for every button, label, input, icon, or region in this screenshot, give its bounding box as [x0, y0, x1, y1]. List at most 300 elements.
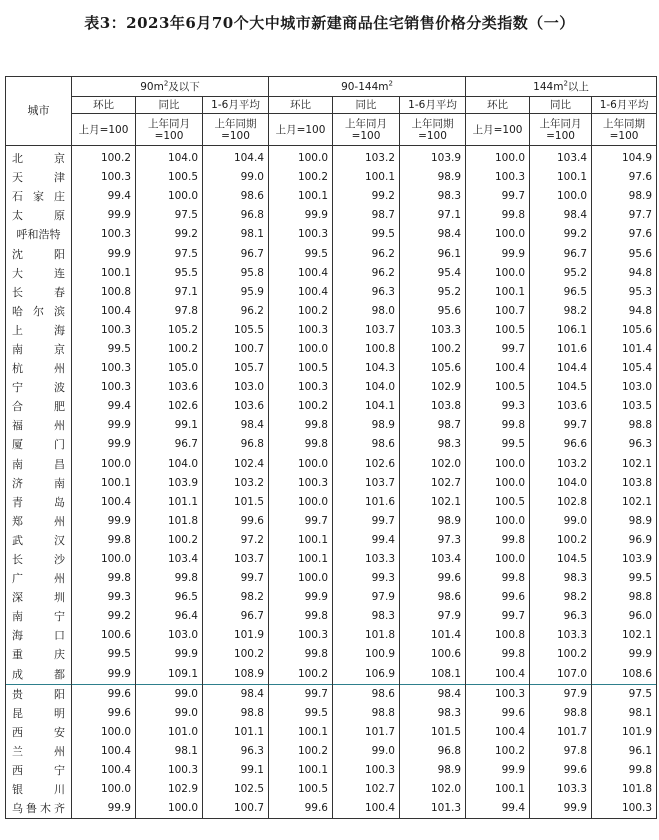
- value-cell: 103.3: [333, 550, 400, 569]
- value-cell: 98.4: [400, 684, 466, 704]
- value-cell: 99.8: [72, 569, 136, 588]
- value-cell: 97.7: [592, 206, 657, 225]
- value-cell: 98.2: [203, 588, 269, 607]
- value-cell: 100.3: [269, 225, 333, 244]
- value-cell: 99.9: [592, 645, 657, 664]
- value-cell: 109.1: [136, 665, 203, 685]
- value-cell: 100.0: [466, 264, 530, 283]
- value-cell: 101.7: [333, 723, 400, 742]
- value-cell: 100.2: [530, 531, 592, 550]
- value-cell: 101.8: [592, 780, 657, 799]
- value-cell: 99.8: [72, 531, 136, 550]
- city-char: 宁: [12, 381, 23, 395]
- value-cell: 102.1: [592, 493, 657, 512]
- value-cell: 95.2: [400, 283, 466, 302]
- value-cell: 96.4: [136, 607, 203, 626]
- city-char: 京: [54, 342, 65, 356]
- city-char: 上: [12, 323, 23, 337]
- value-cell: 100.5: [136, 168, 203, 187]
- value-cell: 99.8: [269, 435, 333, 454]
- city-char: 口: [54, 629, 65, 643]
- value-cell: 99.0: [203, 168, 269, 187]
- value-cell: 96.8: [203, 435, 269, 454]
- value-cell: 95.3: [592, 283, 657, 302]
- value-cell: 100.2: [269, 742, 333, 761]
- city-char: 昌: [54, 457, 65, 471]
- city-char: 原: [54, 209, 65, 223]
- city-char: 沙: [54, 553, 65, 567]
- value-cell: 105.5: [203, 321, 269, 340]
- city-char: 西: [12, 725, 23, 739]
- table-row: [6, 512, 657, 531]
- value-cell: 99.8: [269, 645, 333, 664]
- value-cell: 98.2: [530, 588, 592, 607]
- value-cell: 96.5: [136, 588, 203, 607]
- city-char: 州: [54, 419, 65, 433]
- value-cell: 100.0: [136, 187, 203, 206]
- value-cell: 99.6: [269, 799, 333, 819]
- value-cell: 108.9: [203, 665, 269, 685]
- column-header: 同比: [333, 97, 400, 114]
- value-cell: 100.7: [203, 799, 269, 819]
- value-cell: 99.0: [136, 704, 203, 723]
- value-cell: 100.3: [269, 626, 333, 645]
- value-cell: 103.7: [333, 474, 400, 493]
- value-cell: 100.6: [400, 645, 466, 664]
- value-cell: 102.1: [400, 493, 466, 512]
- city-char: 圳: [54, 591, 65, 605]
- value-cell: 103.6: [136, 378, 203, 397]
- value-cell: 102.8: [530, 493, 592, 512]
- value-cell: 103.6: [530, 397, 592, 416]
- value-cell: 100.2: [269, 665, 333, 685]
- value-cell: 102.9: [400, 378, 466, 397]
- value-cell: 99.7: [333, 512, 400, 531]
- value-cell: 99.4: [72, 397, 136, 416]
- value-cell: 100.8: [333, 340, 400, 359]
- city-cell: [6, 225, 72, 244]
- value-cell: 101.3: [400, 799, 466, 819]
- value-cell: 100.4: [466, 665, 530, 685]
- table-row: [6, 684, 657, 704]
- price-index-table: [5, 76, 657, 819]
- value-cell: 99.9: [72, 435, 136, 454]
- city-char: 川: [54, 783, 65, 797]
- city-char: 庆: [54, 648, 65, 662]
- value-cell: 99.9: [72, 799, 136, 819]
- city-char: 肥: [54, 400, 65, 414]
- value-cell: 99.7: [530, 416, 592, 435]
- value-cell: 100.3: [72, 225, 136, 244]
- value-cell: 99.0: [333, 742, 400, 761]
- value-cell: 96.7: [530, 244, 592, 263]
- value-cell: 97.5: [136, 244, 203, 263]
- city-cell: [6, 550, 72, 569]
- value-cell: 99.2: [530, 225, 592, 244]
- value-cell: 99.5: [466, 435, 530, 454]
- value-cell: 104.0: [136, 146, 203, 169]
- value-cell: 98.0: [333, 302, 400, 321]
- table-row: [6, 607, 657, 626]
- value-cell: 99.5: [592, 569, 657, 588]
- table-row: [6, 645, 657, 664]
- city-cell: [6, 340, 72, 359]
- value-cell: 99.9: [72, 512, 136, 531]
- value-cell: 100.0: [72, 780, 136, 799]
- value-cell: 99.9: [136, 645, 203, 664]
- value-cell: 98.1: [136, 742, 203, 761]
- value-cell: 99.7: [269, 512, 333, 531]
- value-cell: 95.2: [530, 264, 592, 283]
- value-cell: 101.5: [400, 723, 466, 742]
- value-cell: 98.6: [400, 588, 466, 607]
- value-cell: 98.1: [592, 704, 657, 723]
- value-cell: 100.2: [203, 645, 269, 664]
- value-cell: 100.6: [72, 626, 136, 645]
- city-char: 西: [12, 764, 23, 778]
- city-char: 杭: [12, 362, 23, 376]
- table-row: [6, 455, 657, 474]
- value-cell: 97.3: [400, 531, 466, 550]
- value-cell: 98.8: [592, 416, 657, 435]
- value-cell: 100.0: [269, 340, 333, 359]
- base-header: 上年同月=100: [136, 114, 203, 146]
- table-row: [6, 225, 657, 244]
- value-cell: 96.1: [592, 742, 657, 761]
- value-cell: 103.0: [592, 378, 657, 397]
- value-cell: 100.0: [466, 512, 530, 531]
- value-cell: 99.5: [269, 704, 333, 723]
- value-cell: 97.2: [203, 531, 269, 550]
- city-char: 南: [12, 457, 23, 471]
- value-cell: 99.0: [136, 684, 203, 704]
- value-cell: 100.1: [333, 168, 400, 187]
- value-cell: 99.5: [269, 244, 333, 263]
- value-cell: 100.1: [269, 550, 333, 569]
- value-cell: 98.4: [203, 416, 269, 435]
- value-cell: 99.6: [72, 704, 136, 723]
- value-cell: 100.7: [203, 340, 269, 359]
- value-cell: 103.5: [592, 397, 657, 416]
- value-cell: 100.2: [136, 340, 203, 359]
- value-cell: 100.0: [466, 474, 530, 493]
- city-cell: [6, 780, 72, 799]
- city-char: 青: [12, 495, 23, 509]
- column-header: 环比: [269, 97, 333, 114]
- value-cell: 98.2: [530, 302, 592, 321]
- value-cell: 101.5: [203, 493, 269, 512]
- value-cell: 102.9: [136, 780, 203, 799]
- value-cell: 103.9: [400, 146, 466, 169]
- table-row: [6, 665, 657, 685]
- base-header: 上月=100: [466, 114, 530, 146]
- city-char: 连: [54, 266, 65, 280]
- value-cell: 104.0: [530, 474, 592, 493]
- table-row: [6, 264, 657, 283]
- value-cell: 99.9: [72, 206, 136, 225]
- city-cell: [6, 187, 72, 206]
- value-cell: 100.9: [333, 645, 400, 664]
- table-row: [6, 187, 657, 206]
- city-cell: [6, 435, 72, 454]
- value-cell: 99.8: [466, 531, 530, 550]
- column-header: 环比: [72, 97, 136, 114]
- value-cell: 99.7: [203, 569, 269, 588]
- base-header: 上月=100: [72, 114, 136, 146]
- value-cell: 100.0: [269, 455, 333, 474]
- value-cell: 103.4: [136, 550, 203, 569]
- value-cell: 100.1: [530, 168, 592, 187]
- table-row: [6, 588, 657, 607]
- value-cell: 98.3: [400, 704, 466, 723]
- value-cell: 97.6: [592, 225, 657, 244]
- column-header: 1-6月平均: [203, 97, 269, 114]
- value-cell: 99.9: [269, 588, 333, 607]
- value-cell: 100.0: [466, 225, 530, 244]
- value-cell: 100.3: [72, 378, 136, 397]
- table-row: [6, 704, 657, 723]
- value-cell: 98.8: [203, 704, 269, 723]
- value-cell: 103.0: [136, 626, 203, 645]
- value-cell: 100.2: [72, 146, 136, 169]
- value-cell: 100.4: [269, 283, 333, 302]
- value-cell: 99.2: [136, 225, 203, 244]
- city-cell: [6, 684, 72, 704]
- value-cell: 96.8: [400, 742, 466, 761]
- table-row: [6, 723, 657, 742]
- value-cell: 98.4: [203, 684, 269, 704]
- table-row: [6, 340, 657, 359]
- value-cell: 101.0: [136, 723, 203, 742]
- base-header: 上年同月=100: [333, 114, 400, 146]
- city-char: 海: [12, 629, 23, 643]
- value-cell: 99.3: [72, 588, 136, 607]
- table-row: [6, 474, 657, 493]
- value-cell: 100.5: [269, 780, 333, 799]
- column-header: 1-6月平均: [592, 97, 657, 114]
- city-char: 南: [12, 610, 23, 624]
- value-cell: 99.8: [466, 206, 530, 225]
- base-header: 上年同期=100: [203, 114, 269, 146]
- table-row: [6, 321, 657, 340]
- table-row: [6, 761, 657, 780]
- value-cell: 98.3: [400, 435, 466, 454]
- city-char: 庄: [54, 190, 65, 204]
- value-cell: 98.8: [333, 704, 400, 723]
- value-cell: 104.4: [203, 146, 269, 169]
- value-cell: 101.6: [333, 493, 400, 512]
- value-cell: 100.0: [72, 455, 136, 474]
- value-cell: 106.9: [333, 665, 400, 685]
- value-cell: 98.4: [530, 206, 592, 225]
- value-cell: 99.9: [72, 665, 136, 685]
- value-cell: 99.2: [72, 607, 136, 626]
- value-cell: 100.1: [269, 531, 333, 550]
- value-cell: 99.3: [466, 397, 530, 416]
- city-char: 沈: [12, 247, 23, 261]
- city-char: 济: [12, 476, 23, 490]
- value-cell: 100.2: [269, 397, 333, 416]
- city-char: 武: [12, 533, 23, 547]
- value-cell: 96.2: [333, 244, 400, 263]
- value-cell: 98.6: [333, 684, 400, 704]
- city-char: 兰: [12, 744, 23, 758]
- city-char: 南: [54, 476, 65, 490]
- table-row: [6, 359, 657, 378]
- value-cell: 103.7: [203, 550, 269, 569]
- value-cell: 103.3: [400, 321, 466, 340]
- table-row: [6, 283, 657, 302]
- city-char: 津: [54, 171, 65, 185]
- value-cell: 102.1: [592, 626, 657, 645]
- city-cell: [6, 474, 72, 493]
- city-cell: [6, 512, 72, 531]
- value-cell: 100.8: [72, 283, 136, 302]
- value-cell: 103.0: [203, 378, 269, 397]
- value-cell: 103.9: [592, 550, 657, 569]
- value-cell: 98.4: [400, 225, 466, 244]
- value-cell: 100.0: [530, 187, 592, 206]
- city-cell: [6, 531, 72, 550]
- city-char: 广: [12, 572, 23, 586]
- value-cell: 99.8: [136, 569, 203, 588]
- value-cell: 96.3: [530, 607, 592, 626]
- city-char: 春: [54, 285, 65, 299]
- value-cell: 105.6: [592, 321, 657, 340]
- value-cell: 103.2: [203, 474, 269, 493]
- value-cell: 95.8: [203, 264, 269, 283]
- city-cell: [6, 302, 72, 321]
- value-cell: 99.2: [333, 187, 400, 206]
- value-cell: 99.1: [136, 416, 203, 435]
- value-cell: 99.9: [72, 244, 136, 263]
- value-cell: 96.3: [203, 742, 269, 761]
- table-row: [6, 416, 657, 435]
- city-cell: [6, 742, 72, 761]
- value-cell: 100.4: [72, 742, 136, 761]
- value-cell: 100.3: [466, 168, 530, 187]
- value-cell: 100.1: [269, 723, 333, 742]
- city-char: 齐: [54, 802, 65, 816]
- base-header: 上年同月=100: [530, 114, 592, 146]
- table-row: [6, 626, 657, 645]
- value-cell: 101.1: [136, 493, 203, 512]
- value-cell: 100.4: [72, 493, 136, 512]
- city-char: 门: [54, 438, 65, 452]
- value-cell: 97.5: [592, 684, 657, 704]
- value-cell: 107.0: [530, 665, 592, 685]
- value-cell: 100.2: [269, 168, 333, 187]
- value-cell: 98.9: [400, 761, 466, 780]
- value-cell: 97.9: [530, 684, 592, 704]
- city-char: 贵: [12, 687, 23, 701]
- value-cell: 100.5: [466, 493, 530, 512]
- city-char: 宁: [54, 610, 65, 624]
- city-cell: [6, 168, 72, 187]
- value-cell: 102.4: [203, 455, 269, 474]
- city-char: 合: [12, 400, 23, 414]
- table-row: [6, 799, 657, 819]
- city-cell: [6, 146, 72, 169]
- value-cell: 100.2: [400, 340, 466, 359]
- city-char: 鲁: [26, 802, 37, 816]
- value-cell: 104.9: [592, 146, 657, 169]
- value-cell: 100.2: [269, 302, 333, 321]
- value-cell: 100.1: [269, 761, 333, 780]
- city-char: 阳: [54, 247, 65, 261]
- value-cell: 99.4: [72, 187, 136, 206]
- value-cell: 99.6: [72, 684, 136, 704]
- table-row: [6, 550, 657, 569]
- value-cell: 100.3: [72, 321, 136, 340]
- value-cell: 100.2: [466, 742, 530, 761]
- value-cell: 97.8: [530, 742, 592, 761]
- value-cell: 97.8: [136, 302, 203, 321]
- value-cell: 96.2: [203, 302, 269, 321]
- value-cell: 100.3: [72, 168, 136, 187]
- city-char: 汉: [54, 533, 65, 547]
- city-cell: [6, 397, 72, 416]
- city-cell: [6, 645, 72, 664]
- value-cell: 94.8: [592, 302, 657, 321]
- value-cell: 104.1: [333, 397, 400, 416]
- value-cell: 100.3: [592, 799, 657, 819]
- value-cell: 101.9: [203, 626, 269, 645]
- value-cell: 100.1: [466, 780, 530, 799]
- column-header: 1-6月平均: [400, 97, 466, 114]
- value-cell: 101.4: [400, 626, 466, 645]
- value-cell: 96.3: [333, 283, 400, 302]
- city-cell: [6, 416, 72, 435]
- city-cell: [6, 704, 72, 723]
- value-cell: 100.1: [72, 264, 136, 283]
- value-cell: 99.8: [269, 416, 333, 435]
- city-char: 都: [54, 667, 65, 681]
- value-cell: 95.9: [203, 283, 269, 302]
- column-header: 同比: [136, 97, 203, 114]
- value-cell: 100.5: [269, 359, 333, 378]
- value-cell: 100.1: [269, 187, 333, 206]
- city-char: 岛: [54, 495, 65, 509]
- city-char: 明: [54, 706, 65, 720]
- value-cell: 98.3: [400, 187, 466, 206]
- value-cell: 103.3: [530, 780, 592, 799]
- value-cell: 99.8: [466, 569, 530, 588]
- value-cell: 97.1: [136, 283, 203, 302]
- value-cell: 95.6: [592, 244, 657, 263]
- value-cell: 105.6: [400, 359, 466, 378]
- value-cell: 100.0: [136, 799, 203, 819]
- base-header: 上月=100: [269, 114, 333, 146]
- value-cell: 105.4: [592, 359, 657, 378]
- value-cell: 102.7: [333, 780, 400, 799]
- value-cell: 103.4: [530, 146, 592, 169]
- value-cell: 95.5: [136, 264, 203, 283]
- value-cell: 99.5: [72, 340, 136, 359]
- value-cell: 100.3: [466, 684, 530, 704]
- page-title: 表3：2023年6月70个大中城市新建商品住宅销售价格分类指数（一）: [84, 14, 575, 32]
- city-cell: [6, 359, 72, 378]
- city-char: 家: [33, 190, 44, 204]
- value-cell: 96.7: [203, 244, 269, 263]
- value-cell: 98.7: [333, 206, 400, 225]
- value-cell: 100.0: [72, 550, 136, 569]
- city-cell: [6, 455, 72, 474]
- value-cell: 103.9: [136, 474, 203, 493]
- city-char: 长: [12, 553, 23, 567]
- value-cell: 100.0: [269, 146, 333, 169]
- table-row: [6, 531, 657, 550]
